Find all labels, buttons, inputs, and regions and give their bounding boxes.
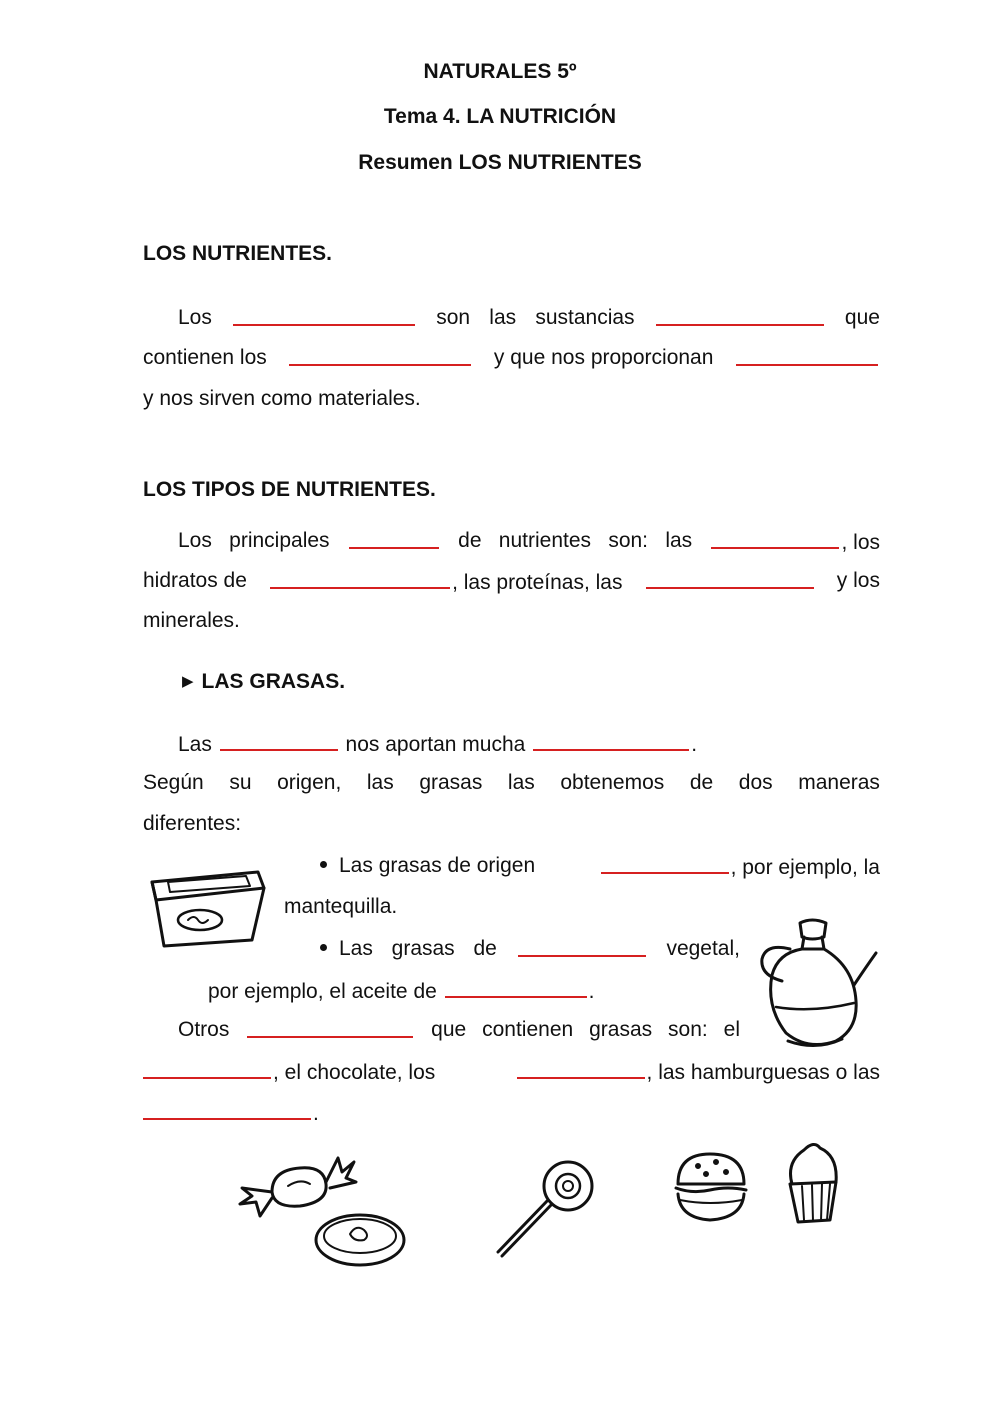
text: obtenemos	[560, 771, 665, 794]
text: , las proteínas, las	[452, 571, 623, 594]
fill-blank[interactable]	[143, 1059, 271, 1079]
text: y los	[836, 569, 880, 592]
text: sustancias	[535, 306, 635, 329]
text: el	[723, 1018, 740, 1041]
paragraph-line	[143, 569, 880, 595]
bullet-dot-icon	[320, 861, 327, 868]
paragraph-line: y nos sirven como materiales.	[143, 387, 421, 410]
paragraph-line: minerales.	[143, 609, 240, 632]
text: origen,	[277, 771, 342, 794]
paragraph-line	[143, 346, 880, 370]
section-tipos-heading: LOS TIPOS DE NUTRIENTES.	[143, 478, 436, 501]
text: nutrientes	[498, 529, 592, 552]
text: las	[489, 306, 517, 329]
cupcake-icon	[784, 1138, 844, 1228]
text: .	[313, 1102, 319, 1125]
text: de	[473, 937, 497, 960]
text: Las	[339, 937, 373, 960]
text: dos	[738, 771, 773, 794]
text: Las	[178, 733, 212, 756]
text: maneras	[798, 771, 880, 794]
text: Según	[143, 771, 204, 794]
text: , las hamburguesas o las	[646, 1061, 880, 1084]
text: de	[458, 529, 482, 552]
hamburger-icon	[672, 1148, 750, 1226]
bullet-line	[320, 854, 880, 880]
butter-tub-icon	[146, 860, 268, 952]
paragraph-line	[178, 1018, 740, 1042]
paragraph-line	[178, 306, 880, 330]
triangle-bullet-icon: ▶	[182, 673, 194, 690]
text: grasas	[391, 937, 455, 960]
fill-blank[interactable]	[518, 937, 646, 957]
text: las	[507, 771, 535, 794]
text: Las grasas de origen	[339, 854, 536, 877]
fill-blank[interactable]	[601, 854, 729, 874]
fill-blank[interactable]	[270, 569, 450, 589]
fill-blank[interactable]	[646, 569, 814, 589]
text: .	[588, 980, 595, 1003]
paragraph-line	[178, 731, 697, 757]
lollipop-icon	[496, 1156, 598, 1264]
text: Los	[178, 306, 212, 329]
oil-jug-icon	[750, 915, 880, 1055]
text: nos aportan mucha	[345, 733, 526, 756]
subject-title: NATURALES 5º	[423, 60, 577, 83]
summary-title: Resumen LOS NUTRIENTES	[358, 151, 642, 174]
text: LAS GRASAS.	[201, 670, 346, 693]
bullet-line: mantequilla.	[284, 895, 398, 918]
paragraph-line	[178, 529, 880, 555]
fill-blank[interactable]	[233, 306, 415, 326]
section-nutrientes-heading: LOS NUTRIENTES.	[143, 242, 333, 265]
text: son:	[668, 1018, 708, 1041]
paragraph-line	[143, 1100, 319, 1126]
fill-blank[interactable]	[289, 346, 471, 366]
text: por ejemplo, el aceite de	[208, 980, 437, 1003]
fill-blank[interactable]	[247, 1018, 413, 1038]
text: , el chocolate, los	[273, 1061, 436, 1084]
text: vegetal,	[666, 937, 740, 960]
text: las	[366, 771, 394, 794]
text: , los	[841, 531, 880, 554]
bullet-line	[208, 978, 595, 1004]
text: Los	[178, 529, 212, 552]
fill-blank[interactable]	[533, 731, 689, 751]
text: .	[691, 733, 698, 756]
text: y que nos proporcionan	[493, 346, 714, 369]
bullet-dot-icon	[320, 944, 327, 951]
fill-blank[interactable]	[517, 1059, 645, 1079]
paragraph-line	[143, 771, 880, 795]
fill-blank[interactable]	[349, 529, 439, 549]
fill-blank[interactable]	[656, 306, 824, 326]
text: Otros	[178, 1018, 230, 1041]
bullet-line	[320, 937, 740, 961]
fill-blank[interactable]	[220, 731, 338, 751]
text: contienen	[482, 1018, 574, 1041]
text: son:	[608, 529, 649, 552]
text: que	[431, 1018, 467, 1041]
cookie-icon	[312, 1210, 408, 1272]
paragraph-line	[143, 1059, 880, 1085]
text: su	[229, 771, 252, 794]
text: las	[665, 529, 693, 552]
unit-title: Tema 4. LA NUTRICIÓN	[383, 105, 617, 128]
text: principales	[229, 529, 330, 552]
text: grasas	[589, 1018, 653, 1041]
text: contienen los	[143, 346, 267, 369]
fill-blank[interactable]	[711, 529, 839, 549]
text: que	[844, 306, 880, 329]
fill-blank[interactable]	[143, 1100, 311, 1120]
text: de	[689, 771, 714, 794]
paragraph-line: diferentes:	[143, 812, 242, 835]
text: , por ejemplo, la	[730, 856, 880, 879]
grasas-heading	[182, 670, 345, 694]
fill-blank[interactable]	[736, 346, 878, 366]
text: son	[436, 306, 471, 329]
text: hidratos de	[143, 569, 247, 592]
fill-blank[interactable]	[445, 978, 587, 998]
text: grasas	[419, 771, 483, 794]
